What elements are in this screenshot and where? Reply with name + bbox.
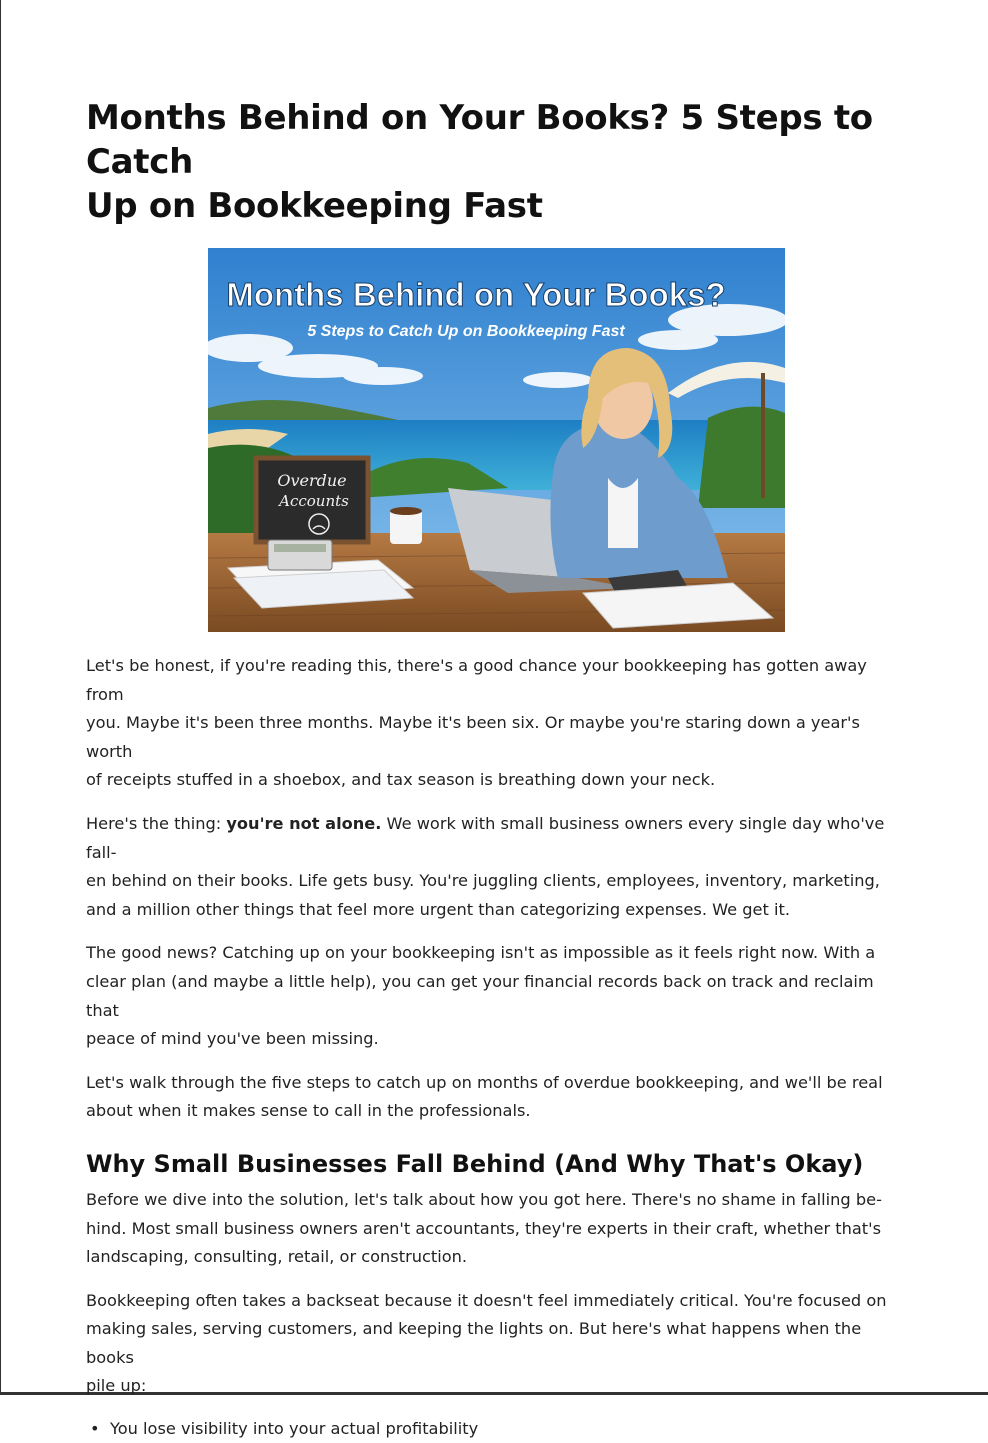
article xyxy=(86,96,906,1443)
trees-right xyxy=(698,407,785,508)
s1p1-line-2: hind. Most small business owners aren't accountants, they're experts in their craft, whether that's xyxy=(86,1218,881,1238)
bullet-marker: • xyxy=(90,1419,100,1439)
paragraph-good-news xyxy=(86,939,906,1053)
para2-bold: you're not alone. xyxy=(226,813,382,833)
para2-line-3: and a million other things that feel more urgent than categorizing expenses. We get it. xyxy=(86,899,790,919)
sign-text-1: Overdue xyxy=(277,471,347,490)
hero-illustration xyxy=(208,248,785,632)
hero-headline: Months Behind on Your Books? xyxy=(226,276,726,313)
sign-text-2: Accounts xyxy=(279,492,349,510)
para4-line-1: Let's walk through the five steps to catch up on months of overdue bookkeeping, and we'll be real xyxy=(86,1072,883,1092)
paragraph-walk-through xyxy=(86,1069,906,1126)
hero-image xyxy=(208,248,785,632)
paragraph-not-alone xyxy=(86,810,906,924)
list-item-text: You lose visibility into your actual profitability xyxy=(110,1419,479,1439)
section-paragraph-2 xyxy=(86,1287,906,1401)
intro-line-2: you. Maybe it's been three months. Maybe it's been six. Or maybe you're staring down a year's worth xyxy=(86,713,860,761)
s1p2-line-2: making sales, serving customers, and keeping the lights on. But here's what happens when the books xyxy=(86,1319,862,1367)
s1p1-line-3: landscaping, consulting, retail, or construction. xyxy=(86,1247,468,1267)
para2-lead: Here's the thing: xyxy=(86,813,227,833)
s1p1-line-1: Before we dive into the solution, let's talk about how you got here. There's no shame in falling be- xyxy=(86,1189,882,1209)
coffee-mug xyxy=(390,507,422,544)
title-line-2: Up on Bookkeeping Fast xyxy=(86,186,543,226)
intro-line-1: Let's be honest, if you're reading this, there's a good chance your bookkeeping has gotten away from xyxy=(86,656,867,704)
overdue-sign xyxy=(256,458,368,542)
section-heading: Why Small Businesses Fall Behind (And Why That's Okay) xyxy=(86,1149,864,1178)
para2-rest: We work with small business owners every single day who've fall- xyxy=(86,813,885,862)
hero-subheadline: 5 Steps to Catch Up on Bookkeeping Fast xyxy=(307,323,625,340)
para3-line-3: peace of mind you've been missing. xyxy=(86,1029,379,1049)
para4-line-2: about when it makes sense to call in the professionals. xyxy=(86,1101,531,1121)
para3-line-1: The good news? Catching up on your bookkeeping isn't as impossible as it feels right now. With a xyxy=(86,943,876,963)
article-title xyxy=(86,96,906,228)
para3-line-2: clear plan (and maybe a little help), you can get your financial records back on track and reclaim that xyxy=(86,971,874,1020)
section-paragraph-1 xyxy=(86,1186,906,1272)
bullet-list xyxy=(86,1415,906,1443)
intro-paragraph xyxy=(86,652,906,795)
title-line-1: Months Behind on Your Books? 5 Steps to Catch xyxy=(86,98,873,182)
s1p2-line-3: pile up: xyxy=(86,1376,147,1396)
s1p2-line-1: Bookkeeping often takes a backseat because it doesn't feel immediately critical. You're focused on xyxy=(86,1290,887,1310)
intro-line-3: of receipts stuffed in a shoebox, and tax season is breathing down your neck. xyxy=(86,770,716,790)
list-item xyxy=(90,1415,906,1443)
para2-line-2: en behind on their books. Life gets busy. You're juggling clients, employees, inventory, marketing, xyxy=(86,871,880,891)
